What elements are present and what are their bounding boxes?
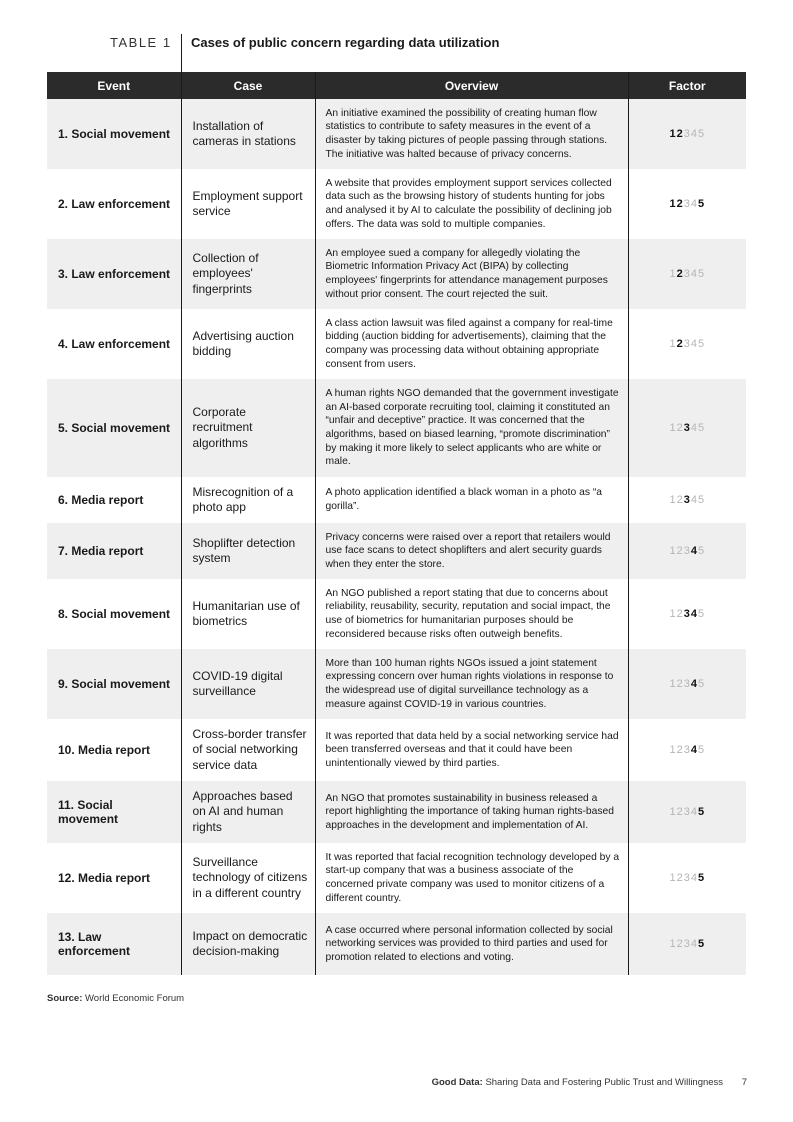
overview-cell: An employee sued a company for allegedly violating the Biometric Information Privacy Act (BIPA) by collecting employees' fingerprints for attendance management purposes without prior consent. The court rejected the suit. xyxy=(315,239,628,309)
table-title: Cases of public concern regarding data utilization xyxy=(191,35,500,50)
page-number: 7 xyxy=(741,1077,747,1088)
case-cell: Employment support service xyxy=(181,169,315,239)
factor-cell xyxy=(628,477,746,523)
case-cell: Impact on democratic decision-making xyxy=(181,913,315,975)
factor-active: 5 xyxy=(697,198,706,210)
footer-report-name: Good Data: xyxy=(431,1077,483,1088)
overview-cell: It was reported that facial recognition technology developed by a start-up company that was a business associate of the concerned private company was used to monitor citizens of a different country. xyxy=(315,843,628,913)
case-cell: Misrecognition of a photo app xyxy=(181,477,315,523)
factor-active: 5 xyxy=(697,806,706,818)
factor-inactive: 4 xyxy=(690,422,698,434)
factor-cell xyxy=(628,523,746,579)
factor-inactive: 4 xyxy=(690,938,698,950)
factor-inactive: 1 xyxy=(669,744,677,756)
table-row xyxy=(47,477,746,523)
overview-cell: An initiative examined the possibility of creating human flow statistics to contribute to safety measures in the event of a disaster by taking pictures of people passing through stations. The initiative was halted because of privacy concerns. xyxy=(315,99,628,169)
factor-inactive: 1 xyxy=(669,938,677,950)
table-row xyxy=(47,719,746,781)
factor-inactive: 5 xyxy=(697,678,706,690)
factor-active: 5 xyxy=(697,938,706,950)
event-cell: 7. Media report xyxy=(47,523,181,579)
event-cell: 8. Social movement xyxy=(47,579,181,649)
factor-active: 2 xyxy=(676,198,684,210)
factor-active: 4 xyxy=(690,608,698,620)
factor-inactive: 1 xyxy=(669,338,677,350)
header-overview: Overview xyxy=(315,72,628,99)
title-divider xyxy=(181,34,182,72)
factor-active: 2 xyxy=(676,338,684,350)
overview-cell: More than 100 human rights NGOs issued a joint statement expressing concern over human rights violations in response to the widespread use of digital surveillance technology as a measure against COVID-19 in various countries. xyxy=(315,649,628,719)
table-label: TABLE 1 xyxy=(110,35,172,50)
event-cell: 9. Social movement xyxy=(47,649,181,719)
factor-inactive: 5 xyxy=(697,422,706,434)
event-cell: 5. Social movement xyxy=(47,379,181,477)
case-cell: Humanitarian use of biometrics xyxy=(181,579,315,649)
overview-cell: It was reported that data held by a social networking service had been transferred overseas and that it could have been unintentionally viewed by third parties. xyxy=(315,719,628,781)
factor-inactive: 5 xyxy=(697,338,706,350)
footer-report-subtitle: Sharing Data and Fostering Public Trust and Willingness xyxy=(485,1077,724,1088)
header-case: Case xyxy=(181,72,315,99)
factor-cell xyxy=(628,239,746,309)
factor-inactive: 3 xyxy=(683,128,691,140)
case-cell: Advertising auction bidding xyxy=(181,309,315,379)
page-footer xyxy=(432,1077,747,1088)
factor-active: 3 xyxy=(683,422,691,434)
factor-inactive: 5 xyxy=(697,608,706,620)
factor-cell xyxy=(628,649,746,719)
factor-cell xyxy=(628,913,746,975)
factor-inactive: 2 xyxy=(676,678,684,690)
factor-inactive: 3 xyxy=(683,268,691,280)
factor-inactive: 4 xyxy=(690,128,698,140)
factor-active: 2 xyxy=(676,128,684,140)
header-factor: Factor xyxy=(628,72,746,99)
event-cell: 1. Social movement xyxy=(47,99,181,169)
factor-active: 2 xyxy=(676,268,684,280)
factor-inactive: 5 xyxy=(697,744,706,756)
factor-active: 4 xyxy=(690,678,698,690)
factor-inactive: 3 xyxy=(683,806,691,818)
event-cell: 11. Social movement xyxy=(47,781,181,843)
table-row xyxy=(47,239,746,309)
factor-cell xyxy=(628,719,746,781)
event-cell: 10. Media report xyxy=(47,719,181,781)
factor-inactive: 1 xyxy=(669,422,677,434)
table-row xyxy=(47,379,746,477)
case-cell: Collection of employees' fingerprints xyxy=(181,239,315,309)
factor-inactive: 3 xyxy=(683,872,691,884)
overview-cell: Privacy concerns were raised over a report that retailers would use face scans to detect shoplifters and alert security guards when they enter the store. xyxy=(315,523,628,579)
table-header-row xyxy=(47,72,746,99)
case-cell: Surveillance technology of citizens in a different country xyxy=(181,843,315,913)
factor-cell xyxy=(628,379,746,477)
factor-inactive: 4 xyxy=(690,338,698,350)
factor-inactive: 3 xyxy=(683,678,691,690)
header-event: Event xyxy=(47,72,181,99)
table-row xyxy=(47,99,746,169)
table-row xyxy=(47,309,746,379)
factor-inactive: 4 xyxy=(690,806,698,818)
case-cell: Shoplifter detection system xyxy=(181,523,315,579)
factor-inactive: 2 xyxy=(676,744,684,756)
table-row xyxy=(47,523,746,579)
factor-inactive: 1 xyxy=(669,806,677,818)
factor-inactive: 2 xyxy=(676,545,684,557)
event-cell: 12. Media report xyxy=(47,843,181,913)
factor-cell xyxy=(628,843,746,913)
factor-inactive: 2 xyxy=(676,494,684,506)
factor-inactive: 5 xyxy=(697,494,706,506)
factor-inactive: 2 xyxy=(676,872,684,884)
overview-cell: A class action lawsuit was filed against a company for real-time bidding (auction bidding for advertisements), claiming that the company was processing data without obtaining appropriate consent from users. xyxy=(315,309,628,379)
factor-inactive: 1 xyxy=(669,545,677,557)
case-cell: COVID-19 digital surveillance xyxy=(181,649,315,719)
factor-active: 4 xyxy=(690,545,698,557)
factor-cell xyxy=(628,781,746,843)
cases-table xyxy=(47,72,746,975)
factor-inactive: 3 xyxy=(683,744,691,756)
overview-cell: A human rights NGO demanded that the government investigate an AI-based corporate recruiting tool, claiming it constituted an “unfair and deceptive” practice. It was concerned that the algorithms, based on biased learning, “promote discrimination” by making it more likely to select applicants who are white or male. xyxy=(315,379,628,477)
factor-inactive: 3 xyxy=(683,545,691,557)
factor-active: 3 xyxy=(683,608,691,620)
factor-inactive: 2 xyxy=(676,938,684,950)
overview-cell: An NGO published a report stating that due to concerns about reliability, reusability, security, reputation and social impact, the use of biometrics for humanitarian purposes should be reconsidered because risks often outweigh benefits. xyxy=(315,579,628,649)
factor-inactive: 1 xyxy=(669,268,677,280)
factor-inactive: 5 xyxy=(697,128,706,140)
source-label: Source: xyxy=(47,993,83,1004)
factor-inactive: 2 xyxy=(676,806,684,818)
overview-cell: A case occurred where personal information collected by social networking services was provided to third parties and used for promotion related to elections and voting. xyxy=(315,913,628,975)
event-cell: 4. Law enforcement xyxy=(47,309,181,379)
source-note xyxy=(47,993,184,1004)
factor-inactive: 1 xyxy=(669,494,677,506)
event-cell: 2. Law enforcement xyxy=(47,169,181,239)
factor-inactive: 3 xyxy=(683,338,691,350)
table-row xyxy=(47,649,746,719)
table-row xyxy=(47,169,746,239)
factor-active: 4 xyxy=(690,744,698,756)
table-row xyxy=(47,579,746,649)
factor-inactive: 1 xyxy=(669,608,677,620)
source-text: World Economic Forum xyxy=(85,993,185,1004)
factor-active: 3 xyxy=(683,494,691,506)
factor-inactive: 3 xyxy=(683,198,691,210)
factor-inactive: 3 xyxy=(683,938,691,950)
factor-inactive: 5 xyxy=(697,268,706,280)
factor-active: 1 xyxy=(669,198,677,210)
factor-inactive: 1 xyxy=(669,678,677,690)
table-row xyxy=(47,781,746,843)
factor-inactive: 1 xyxy=(669,872,677,884)
factor-inactive: 2 xyxy=(676,608,684,620)
factor-inactive: 5 xyxy=(697,545,706,557)
overview-cell: A photo application identified a black woman in a photo as “a gorilla”. xyxy=(315,477,628,523)
overview-cell: A website that provides employment support services collected data such as the browsing history of students hunting for jobs and analysed it by AI to calculate the possibility of declining job offers. The data was sold to multiple companies. xyxy=(315,169,628,239)
case-cell: Cross-border transfer of social networking service data xyxy=(181,719,315,781)
factor-inactive: 4 xyxy=(690,494,698,506)
table-row xyxy=(47,843,746,913)
factor-active: 1 xyxy=(669,128,677,140)
factor-cell xyxy=(628,309,746,379)
factor-inactive: 4 xyxy=(690,268,698,280)
event-cell: 3. Law enforcement xyxy=(47,239,181,309)
case-cell: Installation of cameras in stations xyxy=(181,99,315,169)
factor-cell xyxy=(628,99,746,169)
case-cell: Approaches based on AI and human rights xyxy=(181,781,315,843)
factor-inactive: 4 xyxy=(690,872,698,884)
event-cell: 6. Media report xyxy=(47,477,181,523)
factor-inactive: 2 xyxy=(676,422,684,434)
overview-cell: An NGO that promotes sustainability in business released a report highlighting the importance of taking human rights-based approaches in the development and implementation of AI. xyxy=(315,781,628,843)
case-cell: Corporate recruitment algorithms xyxy=(181,379,315,477)
factor-inactive: 4 xyxy=(690,198,698,210)
factor-active: 5 xyxy=(697,872,706,884)
table-row xyxy=(47,913,746,975)
factor-cell xyxy=(628,579,746,649)
factor-cell xyxy=(628,169,746,239)
event-cell: 13. Law enforcement xyxy=(47,913,181,975)
